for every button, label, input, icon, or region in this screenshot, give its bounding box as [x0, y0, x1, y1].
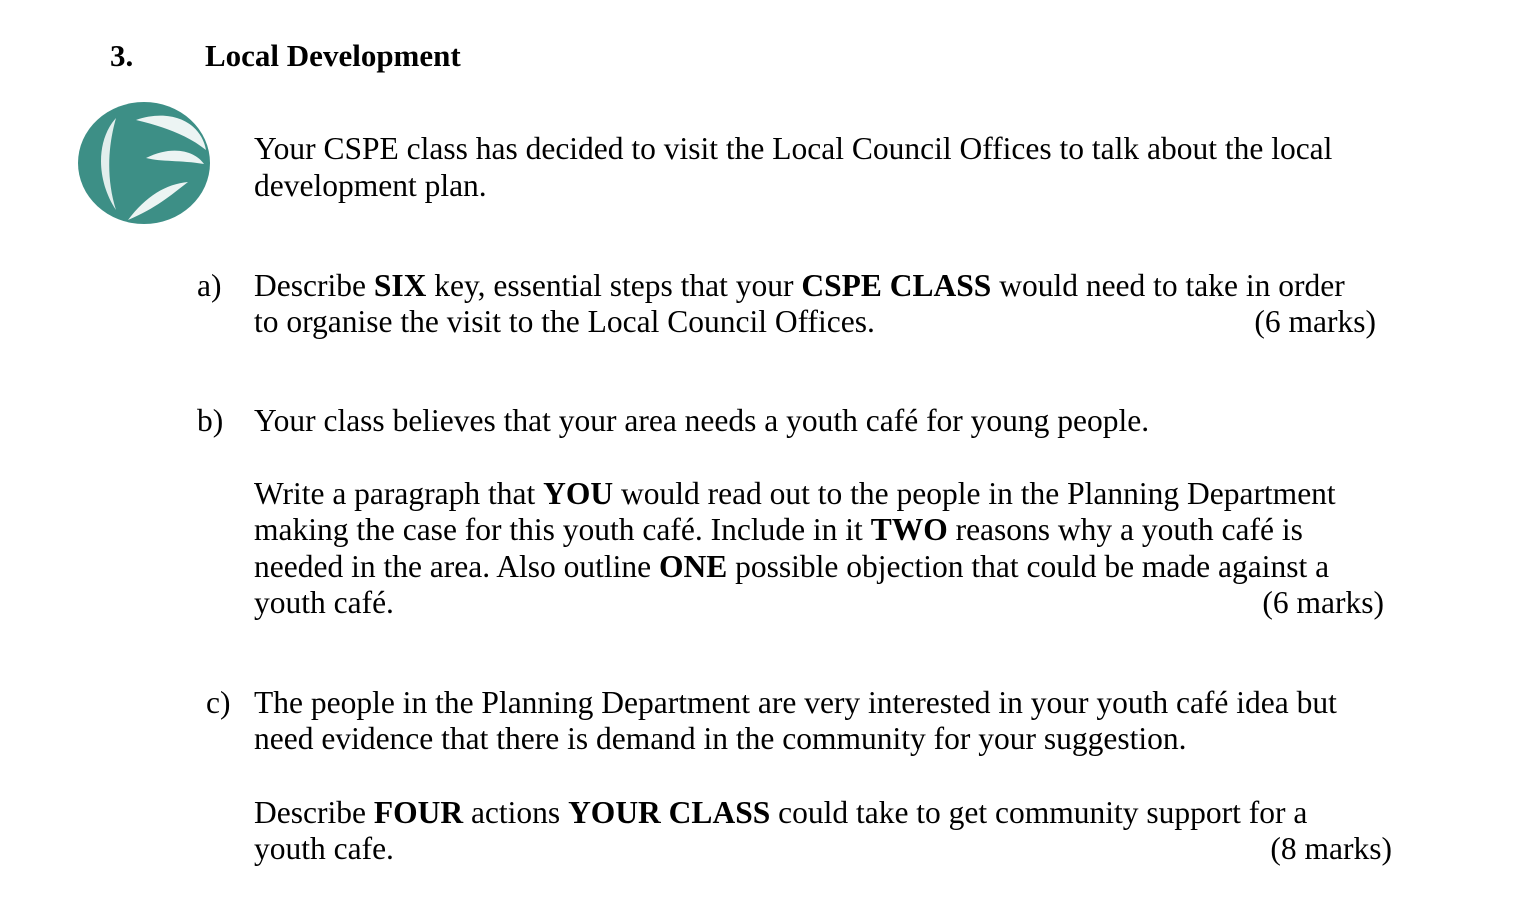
part-a-line-2: to organise the visit to the Local Council Offices.: [254, 304, 875, 339]
part-c-emphasis: YOUR CLASS: [568, 795, 771, 830]
part-b-text: Write a paragraph that: [254, 476, 544, 511]
part-a-text: would need to take in order: [991, 268, 1345, 303]
part-b-intro: Your class believes that your area needs a youth café for young people.: [254, 403, 1150, 438]
part-c-text: Describe: [254, 795, 374, 830]
part-b-line-3: [254, 549, 1329, 585]
part-c-line-1: [254, 795, 1307, 831]
part-a-text: key, essential steps that your: [426, 268, 802, 303]
part-b-text: needed in the area. Also outline: [254, 549, 659, 584]
part-c-label: c): [206, 685, 231, 720]
intro-line-2: development plan.: [254, 168, 487, 203]
part-a-text: Describe: [254, 268, 374, 303]
part-b-line-2: [254, 512, 1303, 548]
part-a-line-1: [254, 268, 1345, 304]
part-c-emphasis: FOUR: [373, 795, 464, 830]
part-a-marks: (6 marks): [1254, 304, 1376, 339]
part-b-label: b): [197, 403, 224, 438]
part-b-text: making the case for this youth café. Include in it: [254, 512, 871, 547]
part-b-line-1: [254, 476, 1336, 512]
part-a-emphasis: CSPE CLASS: [801, 268, 992, 303]
part-a-label: a): [197, 268, 222, 303]
intro-line-1: Your CSPE class has decided to visit the Local Council Offices to talk about the local: [254, 131, 1333, 166]
part-b-emphasis: TWO: [870, 512, 948, 547]
part-b-text: possible objection that could be made against a: [727, 549, 1330, 584]
part-b-marks: (6 marks): [1262, 585, 1384, 620]
part-a-emphasis: SIX: [373, 268, 427, 303]
part-c-text: could take to get community support for a: [770, 795, 1308, 830]
swirl-logo-icon: [76, 100, 212, 226]
part-c-text: actions: [463, 795, 569, 830]
part-c-line-2: youth cafe.: [254, 831, 394, 866]
part-c-intro-line-2: need evidence that there is demand in the community for your suggestion.: [254, 721, 1187, 756]
part-b-emphasis: ONE: [659, 549, 728, 584]
part-b-line-4: youth café.: [254, 585, 394, 620]
question-number: 3.: [110, 38, 134, 73]
part-b-text: reasons why a youth café is: [947, 512, 1303, 547]
question-title: Local Development: [205, 38, 461, 73]
part-c-intro-line-1: The people in the Planning Department are very interested in your youth café idea but: [254, 685, 1337, 720]
part-b-emphasis: YOU: [543, 476, 614, 511]
part-c-marks: (8 marks): [1270, 831, 1392, 866]
part-b-text: would read out to the people in the Planning Department: [613, 476, 1336, 511]
